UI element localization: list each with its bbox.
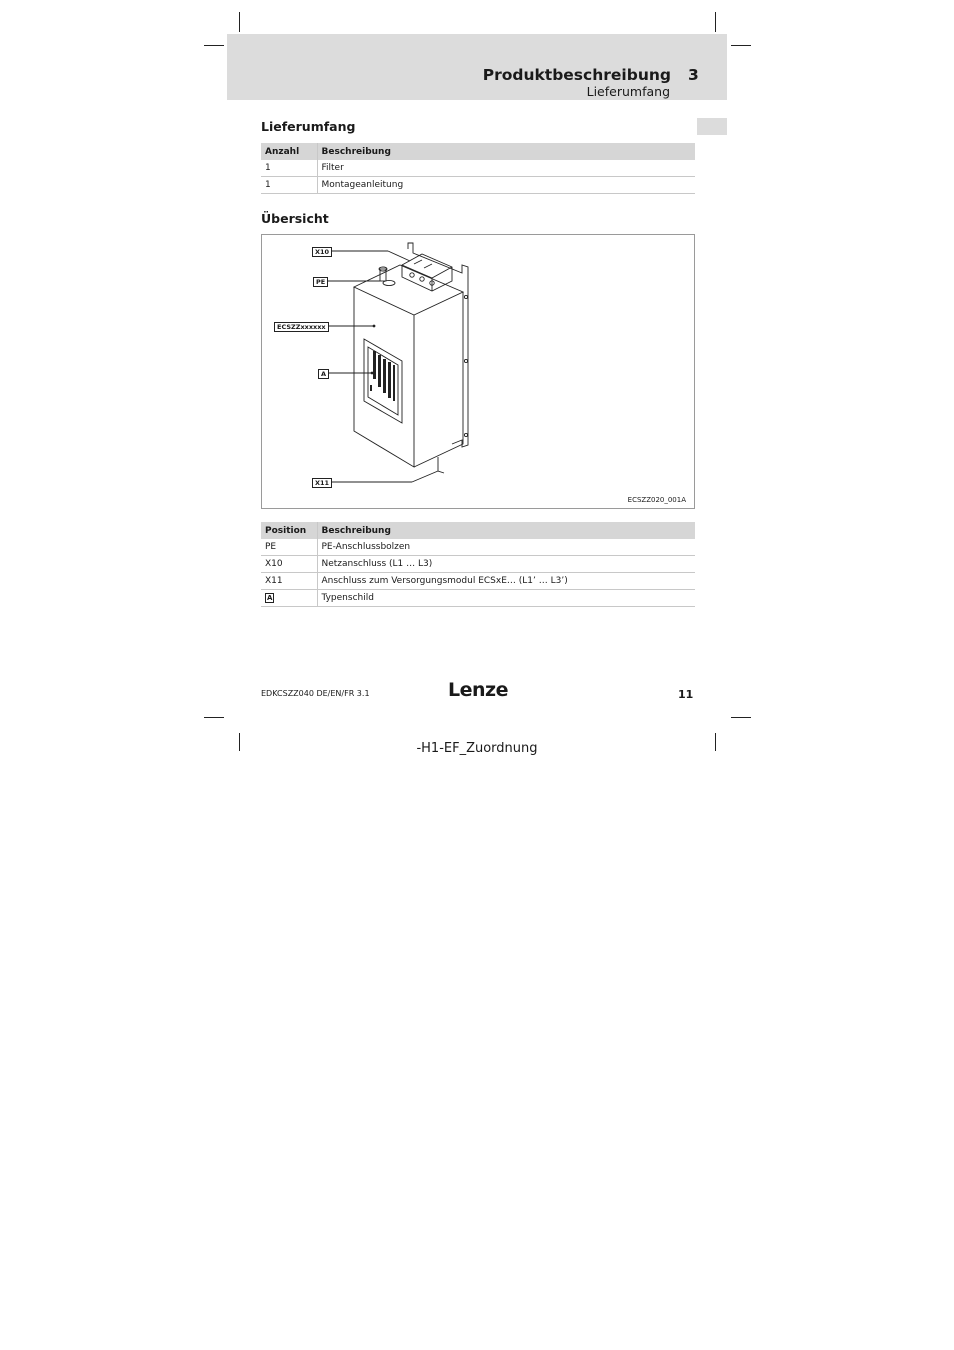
side-tab [697,118,727,135]
document-code: EDKCSZZ040 DE/EN/FR 3.1 [261,689,370,698]
table-cell: PE [261,539,317,556]
table-cell: Typenschild [317,590,695,607]
label-type-code: ECSZZxxxxxx [274,322,329,332]
column-header: Beschreibung [317,143,695,160]
label-x11: X11 [312,478,332,488]
lenze-logo: Lenze [448,679,508,701]
column-header: Position [261,522,317,539]
overview-figure [261,234,695,509]
table-cell: PE-Anschlussbolzen [317,539,695,556]
section-heading-uebersicht: Übersicht [261,211,329,226]
table-row [261,160,695,177]
chapter-subtitle: Lieferumfang [586,84,670,99]
label-a: A [318,369,329,379]
position-a-marker: A [267,594,273,602]
column-header: Beschreibung [317,522,695,539]
crop-mark [715,12,716,32]
table-cell: 1 [261,160,317,177]
label-x10: X10 [312,247,332,257]
table-row [261,556,695,573]
table-cell: X10 [261,556,317,573]
table-cell: Anschluss zum Versorgungsmodul ECSxE… (L1’ … L3’) [317,573,695,590]
column-header: Anzahl [261,143,317,160]
table-cell: Filter [317,160,695,177]
bottom-note: -H1-EF_Zuordnung [416,741,538,756]
table-cell: X11 [261,573,317,590]
section-heading-lieferumfang: Lieferumfang [261,119,356,134]
label-pe: PE [313,277,328,287]
table-cell: Netzanschluss (L1 … L3) [317,556,695,573]
table-cell [261,590,317,607]
chapter-title: Produktbeschreibung [482,66,671,84]
crop-mark [239,12,240,32]
crop-mark [731,45,751,46]
chapter-number: 3 [688,66,699,84]
table-cell: 1 [261,177,317,194]
figure-code: ECSZZ020_001A [627,496,686,504]
table-row [261,590,695,607]
crop-mark [204,45,224,46]
table-row [261,177,695,194]
table-row [261,573,695,590]
page-number: 11 [678,688,694,701]
crop-mark [731,717,751,718]
crop-mark [204,717,224,718]
table-cell: Montageanleitung [317,177,695,194]
table-row [261,539,695,556]
lieferumfang-table [261,143,695,194]
positions-table [261,522,695,607]
